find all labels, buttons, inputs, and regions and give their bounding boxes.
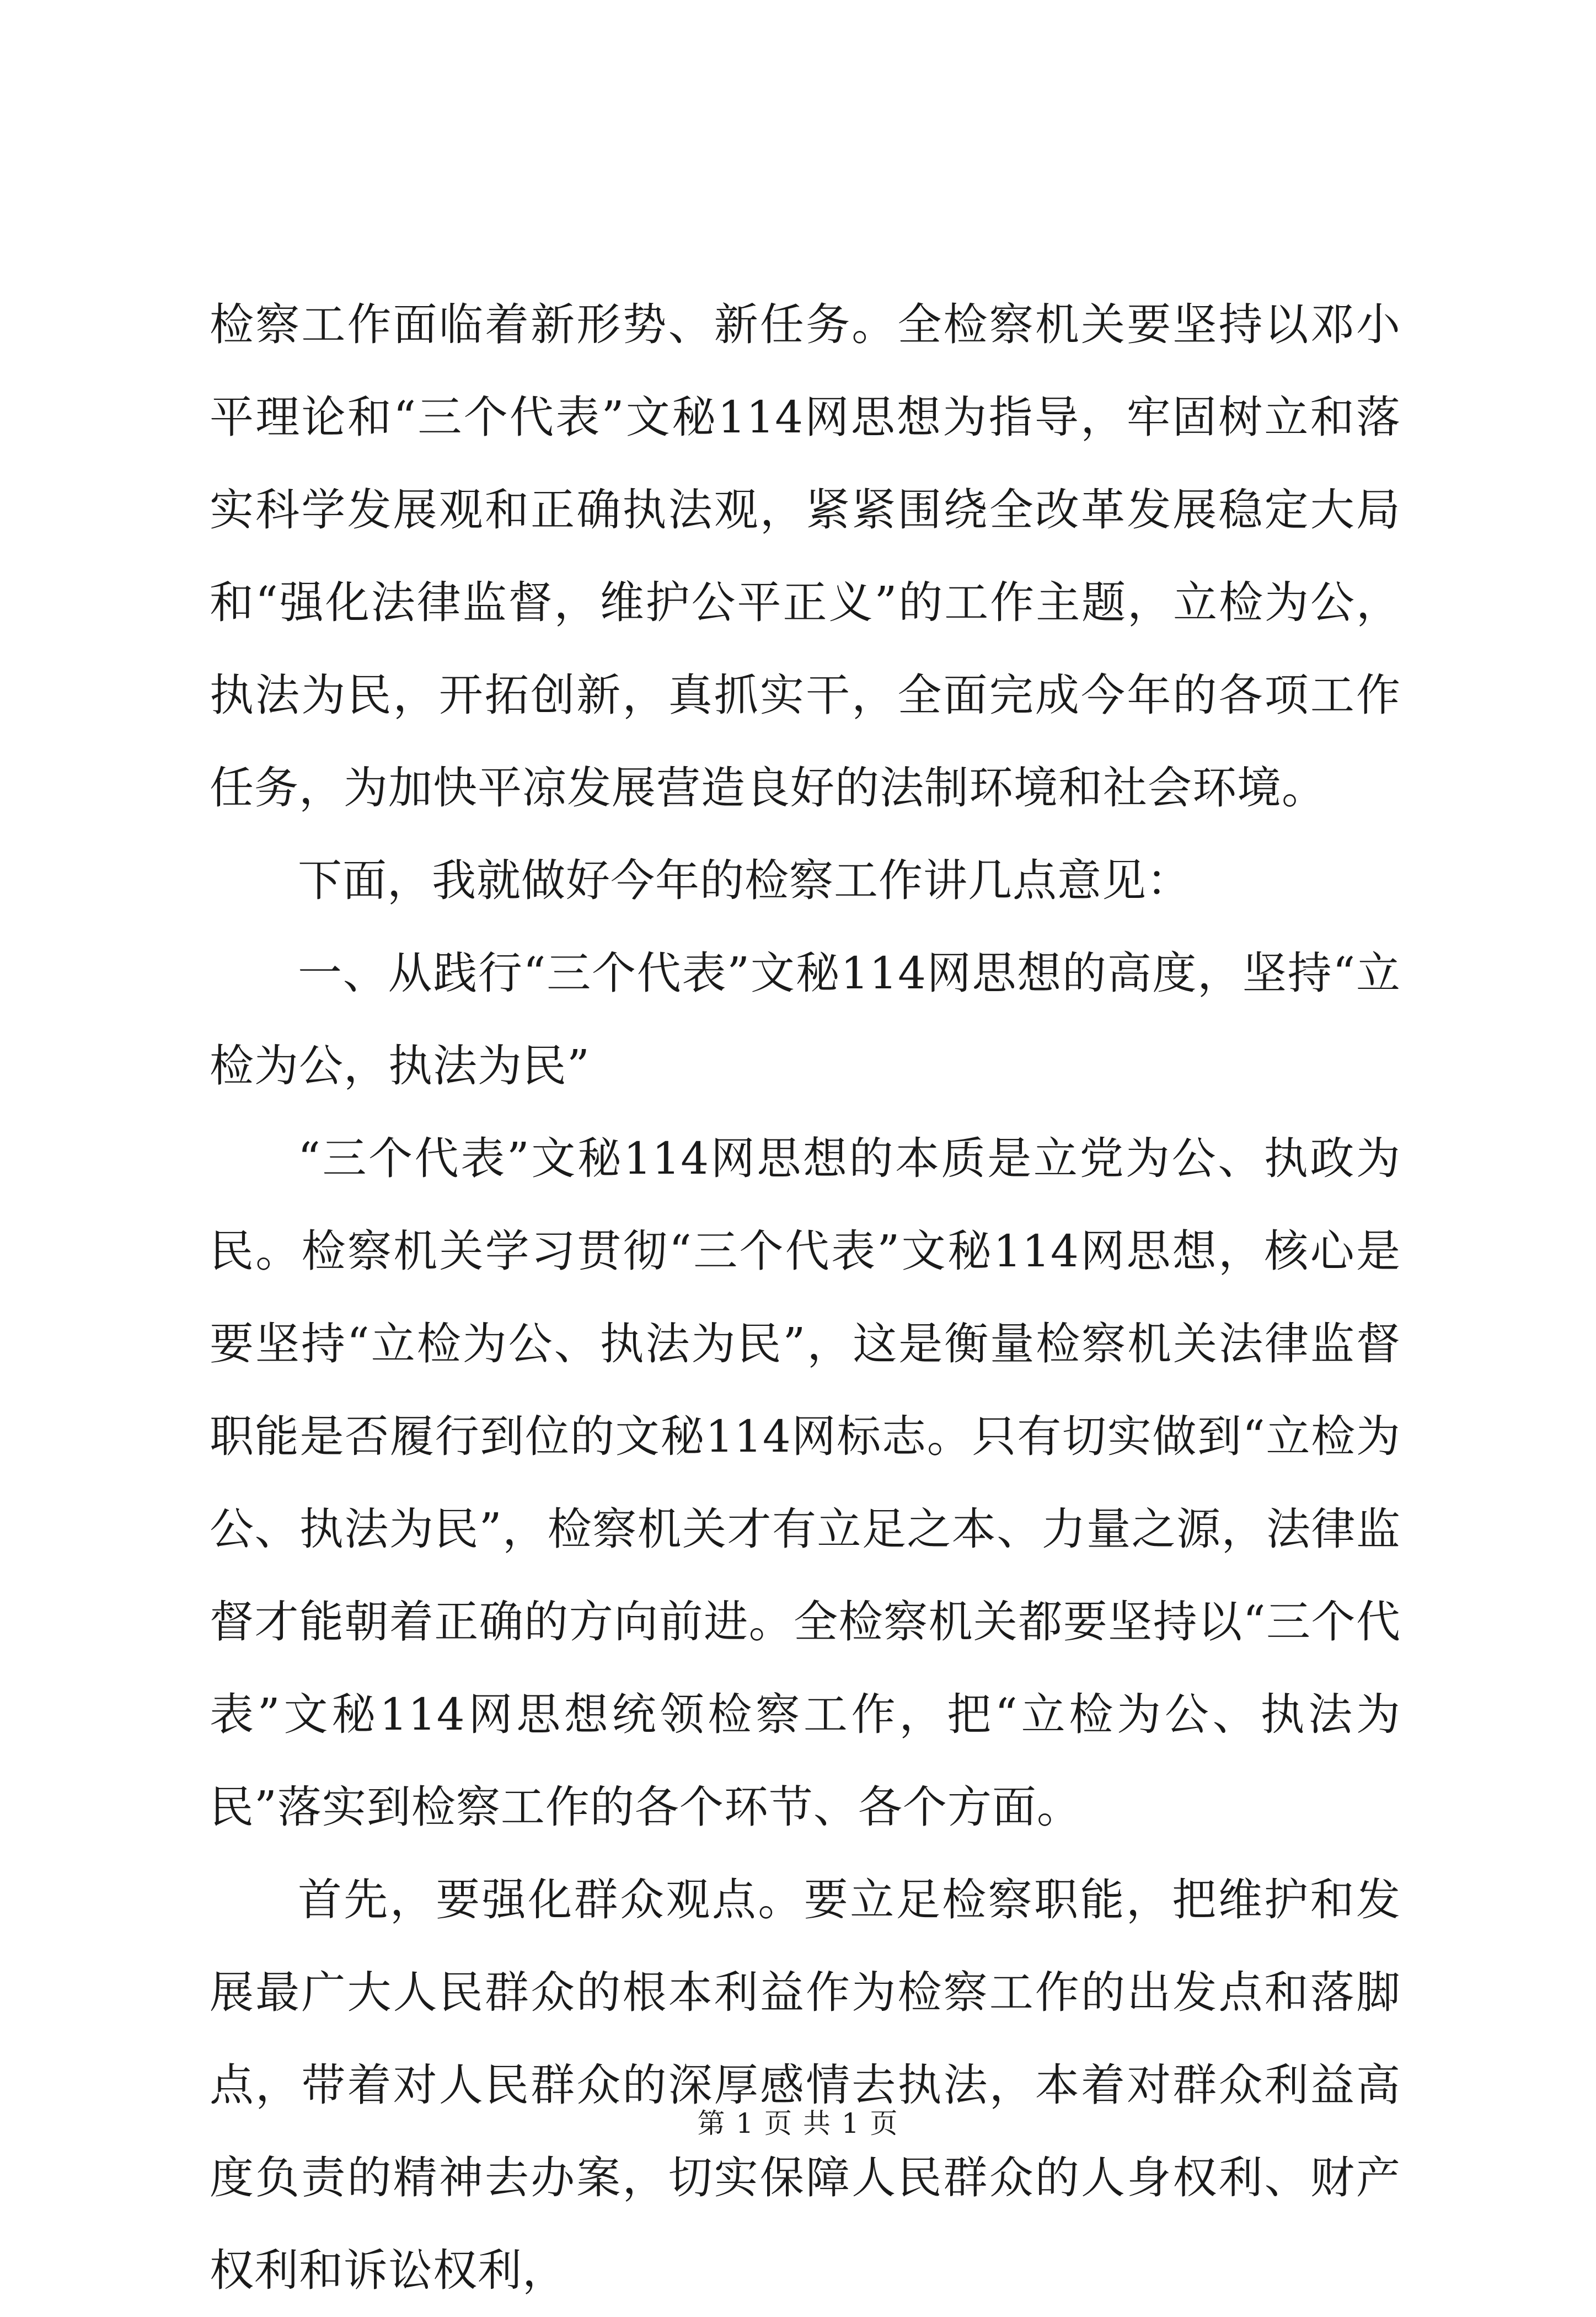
page-number: 第 1 页 共 1 页 [697,2107,899,2139]
section-heading-1: 一、从践行“三个代表”文秘114网思想的高度，坚持“立检为公，执法为民” [210,948,1401,1091]
paragraph-3: “三个代表”文秘114网思想的本质是立党为公、执政为民。检察机关学习贯彻“三个代表”文秘114网思想，核心是要坚持“立检为公、执法为民”，这是衡量检察机关法律监督职能是否履行到位的文秘114网标志。只有切实做到“立检为公、执法为民”，检察机关才有立足之本、力量之源，法律监督才能朝着正确的方向前进。全检察机关都要坚持以“三个代表”文秘114网思想统领检察工作，把“立检为公、执法为民”落实到检察工作的各个环节、各个方面。 [210,1133,1401,1833]
paragraph-4: 首先，要强化群众观点。要立足检察职能，把维护和发展最广大人民群众的根本利益作为检察工作的出发点和落脚点，带着对人民群众的深厚感情去执法，本着对群众利益高度负责的精神去办案，切实保障人民群众的人身权利、财产权利和诉讼权利， [210,1874,1401,2296]
document-body [210,279,1401,2317]
paragraph-2: 下面，我就做好今年的检察工作讲几点意见： [298,855,1191,906]
page-footer [0,2104,1596,2143]
paragraph-1: 检察工作面临着新形势、新任务。全检察机关要坚持以邓小平理论和“三个代表”文秘114网思想为指导，牢固树立和落实科学发展观和正确执法观，紧紧围绕全改革发展稳定大局和“强化法律监督，维护公平正义”的工作主题，立检为公，执法为民，开拓创新，真抓实干，全面完成今年的各项工作任务，为加快平凉发展营造良好的法制环境和社会环境。 [210,299,1401,814]
